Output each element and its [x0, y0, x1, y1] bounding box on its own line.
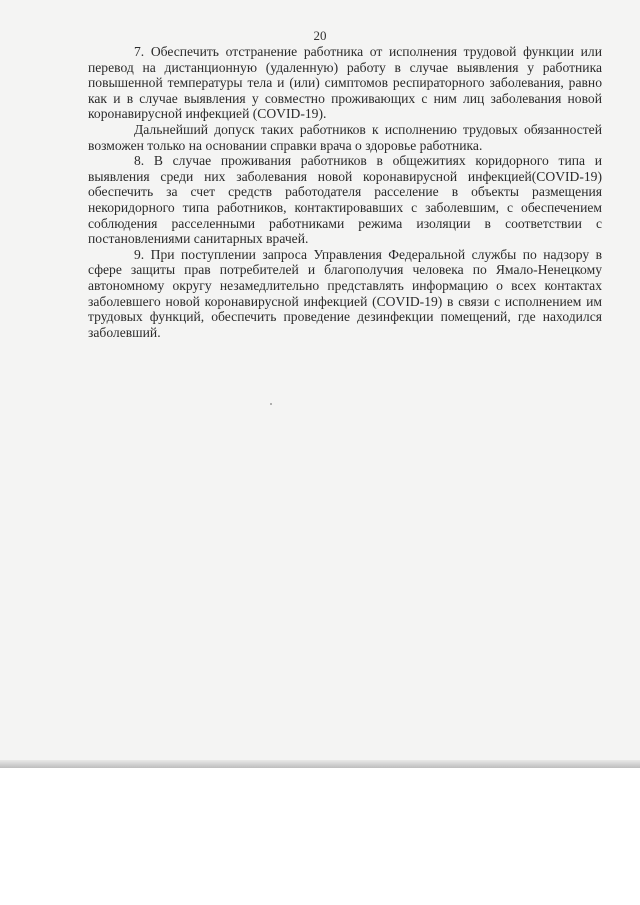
- document-body: [88, 44, 602, 340]
- paragraph-9: 9. При поступлении запроса Управления Федеральной службы по надзору в сфере защиты прав потребителей и благополучия человека по Ямало-Ненецкому автономному округу незамедлительно представлять информацию о всех контактах заболевшего новой коронавирусной инфекцией (COVID-19) в связи с исполнением им трудовых функций, обеспечить проведение дезинфекции помещений, где находился заболевший.: [88, 246, 602, 340]
- page-number: 20: [313, 28, 327, 43]
- scan-bottom-edge: [0, 760, 640, 768]
- scan-speck: [270, 403, 272, 405]
- paragraph-7: 7. Обеспечить отстранение работника от исполнения трудовой функции или перевод на дистанционную (удаленную) работу в случае выявления у работника повышенной температуры тела и (или) симптомов респираторного заболевания, равно как и в случае выявления у совместно проживающих с ним лиц заболевания новой коронавирусной инфекцией (COVID-19).: [88, 44, 602, 122]
- paragraph-7-continuation: Дальнейший допуск таких работников к исполнению трудовых обязанностей возможен только на основании справки врача о здоровье работника.: [88, 121, 602, 153]
- paragraph-8: 8. В случае проживания работников в общежитиях коридорного типа и выявления среди них заболевания новой коронавирусной инфекцией(COVID-19) обеспечить за счет средств работодателя расселение в объекты размещения некоридорного типа работников, контактировавших с заболевшим, с обеспечением соблюдения расселенными работниками режима изоляции в соответствии с постановлениями санитарных врачей.: [88, 153, 602, 247]
